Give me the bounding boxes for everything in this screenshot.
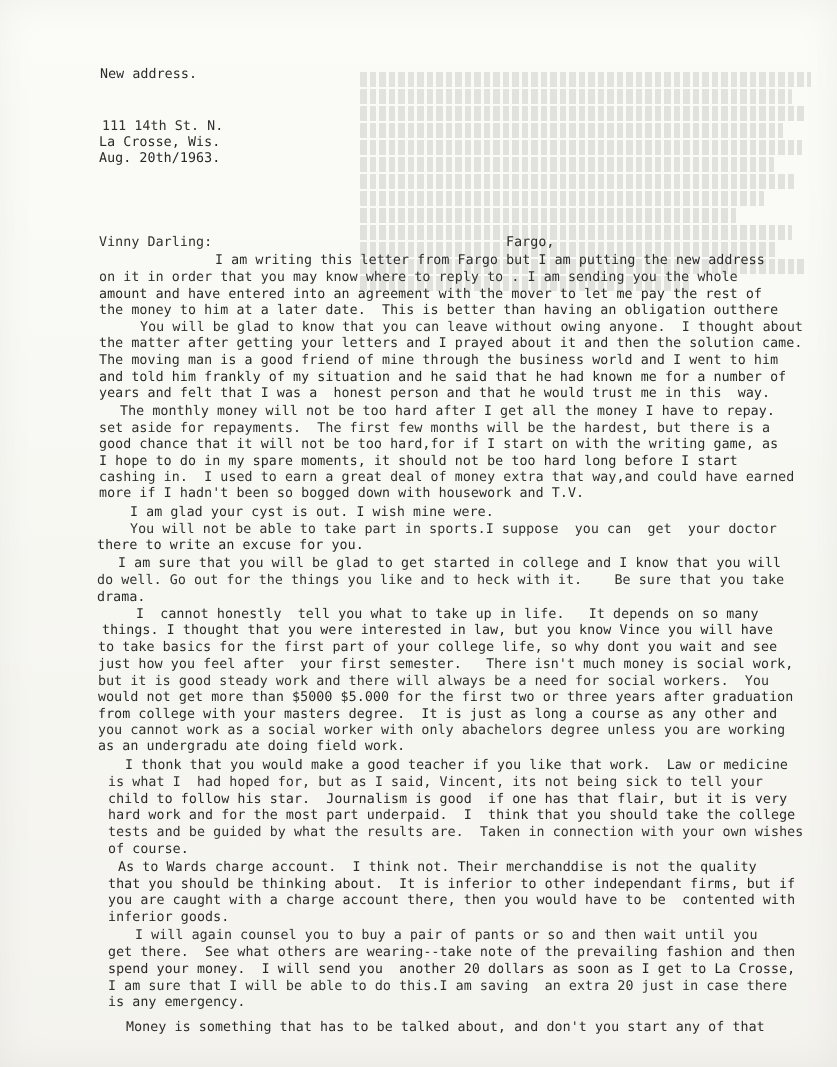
body-line: You will be glad to know that you can leave without owing anyone. I thought about: [140, 320, 804, 335]
body-line: set aside for repayments. The first few months will be the hardest, but there is a: [99, 421, 771, 436]
body-line: things. I thought that you were interested in law, but you know Vince you will have: [102, 623, 774, 638]
body-line: I hope to do in my spare moments, it should not be too hard long before I start: [99, 454, 738, 469]
body-line: the money to him at a later date. This is better than having an obligation outthere: [99, 303, 779, 318]
body-line: from college with your masters degree. It is just as long a course as any other and: [98, 707, 778, 722]
body-line: you are caught with a charge account there, then you would have to be contented with: [108, 893, 796, 908]
new-address-label: New address.: [100, 67, 198, 82]
body-line: The moving man is a good friend of mine through the business world and I went to him: [99, 353, 779, 368]
body-line: is any emergency.: [108, 995, 246, 1010]
body-line: drama.: [97, 590, 146, 605]
body-line: child to follow his star. Journalism is good if one has that flair, but it is very: [108, 792, 788, 807]
body-line: as an undergradu ate doing field work.: [98, 739, 406, 754]
body-line: more if I hadn't been so bogged down with housework and T.V.: [99, 486, 585, 501]
body-line: I thonk that you would make a good teacher if you like that work. Law or medicine: [125, 758, 789, 773]
body-line: of course.: [108, 842, 189, 857]
body-line: and told him frankly of my situation and he said that he had known me for a number of: [99, 370, 787, 385]
body-line: I cannot honestly tell you what to take up in life. It depends on so many: [136, 607, 759, 622]
body-line: you cannot work as a social worker with only abachelors degree unless you are working: [98, 723, 786, 738]
fargo-inline: Fargo,: [506, 235, 555, 250]
address-line: La Crosse, Wis.: [99, 135, 221, 150]
body-line: I am glad your cyst is out. I wish mine were.: [130, 505, 494, 520]
body-line: good chance that it will not be too hard,for if I start on with the writing game, as: [99, 437, 779, 452]
body-line: to take basics for the first part of your college life, so why dont you wait and see: [98, 640, 778, 655]
body-line: I am sure that you will be glad to get started in college and I know that you will: [118, 556, 782, 571]
body-line: just how you feel after your first semester. There isn't much money is social work,: [98, 657, 794, 672]
body-line: As to Wards charge account. I think not. Their merchanddise is not the quality: [118, 860, 757, 875]
body-line: hard work and for the most part underpaid. I think that you should take the college: [108, 808, 796, 823]
body-line: would not get more than $5000 $5.000 for the first two or three years after graduation: [98, 690, 794, 705]
body-line: tests and be guided by what the results are. Taken in connection with your own wishes: [108, 825, 804, 840]
body-line: cashing in. I used to earn a great deal of money extra that way,and could have earned: [99, 470, 795, 485]
address-line: 111 14th St. N.: [102, 119, 224, 134]
body-line: Money is something that has to be talked about, and don't you start any of that: [126, 1020, 765, 1035]
body-line: the matter after getting your letters and I prayed about it and then the solution came.: [99, 336, 803, 351]
body-line: is what I had hoped for, but as I said, Vincent, its not being sick to tell your: [108, 775, 763, 790]
body-line: You will not be able to take part in sports.I suppose you can get your doctor: [130, 522, 777, 537]
address-line: Aug. 20th/1963.: [99, 151, 221, 166]
body-line: I am writing this letter from Fargo but I am putting the new address: [215, 253, 765, 268]
body-line: that you should be thinking about. It is inferior to other independant firms, but if: [108, 877, 796, 892]
body-line: I will again counsel you to buy a pair of pants or so and then wait until you: [135, 928, 758, 943]
body-line: spend your money. I will send you another 20 dollars as soon as I get to La Crosse,: [108, 962, 796, 977]
body-line: inferior goods.: [108, 910, 230, 925]
body-line: do well. Go out for the things you like and to heck with it. Be sure that you take: [97, 573, 785, 588]
body-line: get there. See what others are wearing--take note of the prevailing fashion and then: [108, 945, 796, 960]
body-line: but it is good steady work and there will always be a need for social workers. You: [98, 674, 770, 689]
body-line: amount and have entered into an agreement with the mover to let me pay the rest of: [99, 287, 763, 302]
body-line: on it in order that you may know where to reply to . I am sending you the whole: [99, 270, 738, 285]
body-line: years and felt that I was a honest person and that he would trust me in this way.: [99, 386, 771, 401]
salutation: Vinny Darling:: [99, 235, 213, 250]
body-line: I am sure that I will be able to do this.I am saving an extra 20 just in case there: [108, 979, 788, 994]
body-line: The monthly money will not be too hard after I get all the money I have to repay.: [120, 404, 775, 419]
body-line: there to write an excuse for you.: [97, 538, 364, 553]
